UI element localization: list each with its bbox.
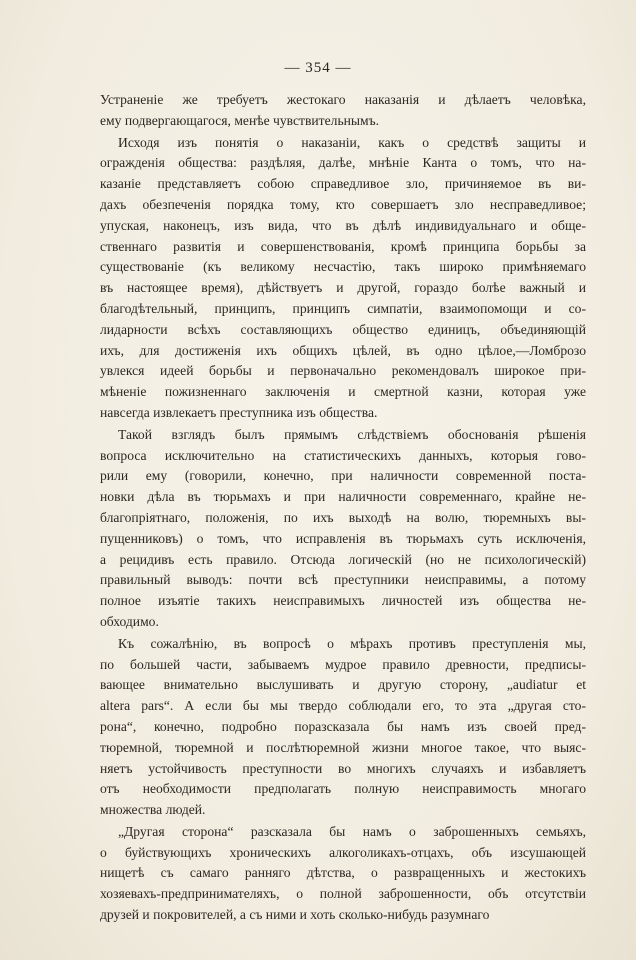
text-line: огражденія общества: раздѣляя, далѣе, мнѣніе Канта о томъ, что на- xyxy=(100,155,586,171)
text-line: навсегда извлекаетъ преступника изъ общества. xyxy=(100,404,378,420)
text-line: дахъ обезпеченія порядка тому, кто совершаетъ зло несправедливое; xyxy=(100,196,586,212)
text-line: обходимо. xyxy=(100,613,159,629)
text-line: Устраненіе же требуетъ жестокаго наказанія и дѣлаетъ человѣка, xyxy=(100,92,586,107)
text-line: ственнаго развитія и совершенствованія, кромѣ принципа борьбы за xyxy=(100,238,586,254)
text-line: „Другая сторона“ разсказала бы намъ о заброшенныхъ семьяхъ, xyxy=(118,823,586,839)
text-line: рили ему (говорили, конечно, при наличности современной поста- xyxy=(100,468,586,484)
text-line: Къ сожалѣнію, въ вопросѣ о мѣрахъ противъ преступленія мы, xyxy=(118,635,586,651)
text-line: рона“, конечно, подробно поразсказала бы намъ изъ своей пред- xyxy=(100,718,586,734)
paragraph xyxy=(100,90,586,132)
text-line: по большей части, забываемъ мудрое правило древности, предписы- xyxy=(100,656,586,672)
text-line: ихъ, для достиженія ихъ общихъ цѣлей, въ одно цѣлое,—Ломброзо xyxy=(100,342,586,358)
text-line: Такой взглядъ былъ прямымъ слѣдствіемъ обоснованія рѣшенія xyxy=(118,426,586,442)
text-line: ему подвергающагося, менѣе чувствительнымъ. xyxy=(100,112,380,128)
text-line: новки дѣла въ тюрьмахъ и при наличности современнаго, крайне не- xyxy=(100,489,586,505)
text-line: мѣненіе пожизненнаго заключенія и смертной казни, которая уже xyxy=(100,384,586,400)
text-line: хозяевахъ-предпринимателяхъ, о полной заброшенности, объ отсутствіи xyxy=(100,886,586,902)
text-line: друзей и покровителей, а съ ними и хоть сколько-нибудь разумнаго xyxy=(100,907,490,923)
text-line: благопріятнаго, положенія, по ихъ выходѣ на волю, тюремныхъ вы- xyxy=(100,509,586,525)
text-line: а рецидивъ есть правило. Отсюда логическій (но не психологическій) xyxy=(100,551,586,567)
text-line: казаніе представляетъ собою справедливое зло, причиняемое въ ви- xyxy=(100,176,586,192)
text-line: увлекся идеей борьбы и первоначально рекомендовалъ широкое при- xyxy=(100,363,586,379)
text-line: полное изъятіе такихъ неисправимыхъ личностей изъ общества не- xyxy=(100,593,586,609)
page-number: — 354 — xyxy=(284,60,352,76)
text-line: няетъ устойчивость преступности во многихъ случаяхъ и избавляетъ xyxy=(100,760,586,776)
text-line: множества людей. xyxy=(100,802,206,818)
paragraph xyxy=(100,822,586,926)
text-line: вающее внимательно выслушивать и другую сторону, „audiatur et xyxy=(100,677,586,693)
text-line: Исходя изъ понятія о наказаніи, какъ о средствѣ защиты и xyxy=(118,134,586,150)
text-line: въ настоящее время), дѣйствуетъ и другой, гораздо болѣе важный и xyxy=(100,280,586,296)
text-line: упуская, наконецъ, изъ вида, что въ дѣлѣ индивидуальнаго и обще- xyxy=(100,217,586,233)
text-line: altera pars“. А если бы мы твердо соблюдали его, то эта „другая сто- xyxy=(100,698,586,714)
text-line: о буйствующихъ хроническихъ алкоголикахъ-отцахъ, объ изсушающей xyxy=(100,844,586,860)
text-line: пущенниковъ) о томъ, что исправленія въ тюрьмахъ суть исключенія, xyxy=(100,530,586,546)
text-line: тюремной, тюремной и послѣтюремной жизни многое такое, что выяс- xyxy=(100,739,586,755)
paragraph xyxy=(100,634,586,821)
text-line: правильный выводъ: почти всѣ преступники неисправимы, а потому xyxy=(100,572,586,588)
text-line: отъ необходимости предполагать полную неисправимость многаго xyxy=(100,781,586,797)
text-line: вопроса исключительно на статистическихъ данныхъ, которыя гово- xyxy=(100,447,586,463)
page-body xyxy=(100,90,586,927)
text-line: благодѣтельный, принципъ, принципъ симпатіи, взаимопомощи и со- xyxy=(100,300,586,316)
paragraph xyxy=(100,425,586,633)
text-line: лидарности всѣхъ составляющихъ общество единицъ, объединяющій xyxy=(100,321,586,337)
text-line: нищетѣ съ самаго ранняго дѣтства, о развращенныхъ и жестокихъ xyxy=(100,865,586,881)
text-line: существованіе (къ великому несчастію, такъ широко примѣняемаго xyxy=(100,259,586,275)
paragraph xyxy=(100,133,586,424)
